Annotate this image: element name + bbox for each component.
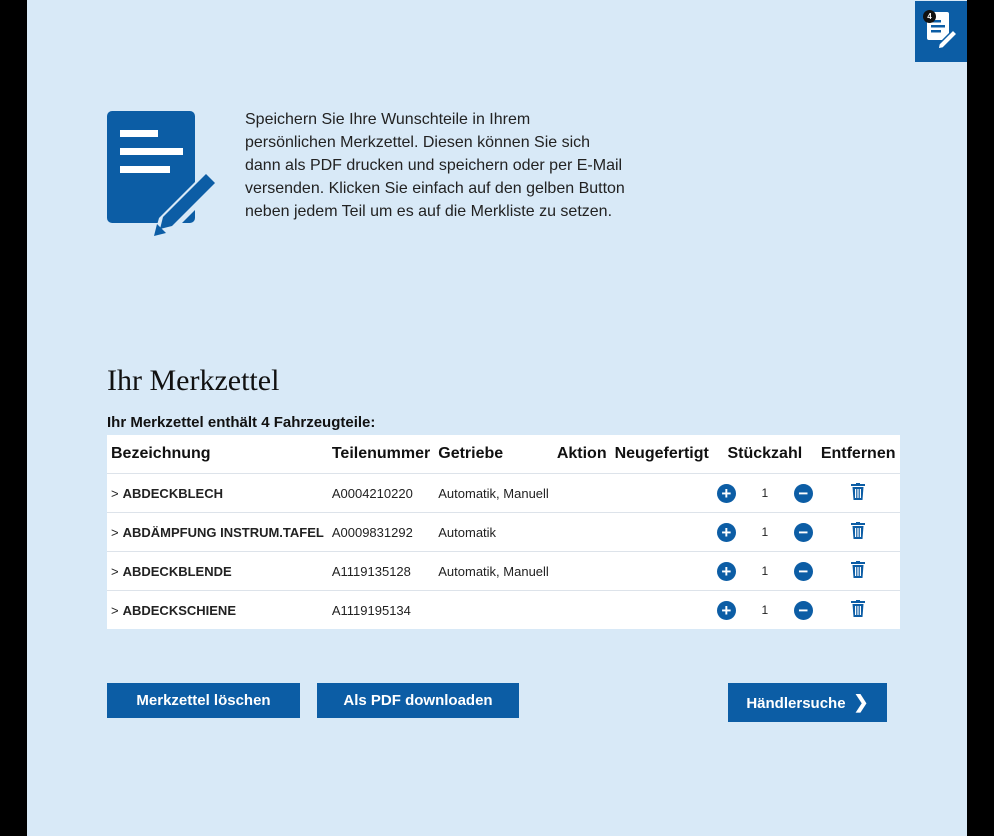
chevron-right-icon: > — [111, 563, 119, 579]
quantity-value: 1 — [761, 603, 769, 617]
remanufactured-cell — [611, 474, 713, 513]
action-cell — [553, 474, 611, 513]
table-row — [107, 591, 900, 630]
part-name: ABDÄMPFUNG INSTRUM.TAFEL — [122, 524, 324, 540]
item-count-text: Ihr Merkzettel enthält 4 Fahrzeugteile: — [107, 414, 376, 431]
increase-quantity-button[interactable]: + — [717, 523, 736, 542]
part-number: A0009831292 — [328, 513, 434, 552]
gearbox — [434, 591, 553, 630]
part-name-cell[interactable] — [107, 513, 328, 552]
memo-count-badge: 4 — [923, 10, 936, 23]
remove-item-button[interactable] — [851, 561, 865, 581]
dealer-search-label: Händlersuche — [746, 695, 846, 712]
window-edge — [967, 0, 994, 836]
chevron-right-icon: > — [111, 602, 119, 618]
remove-item-button[interactable] — [851, 600, 865, 620]
chevron-right-icon: > — [111, 485, 119, 501]
part-name: ABDECKBLENDE — [122, 563, 232, 579]
quantity-cell — [713, 474, 817, 513]
quantity-value: 1 — [761, 525, 769, 539]
quantity-cell — [713, 552, 817, 591]
remanufactured-cell — [611, 513, 713, 552]
remove-cell — [817, 513, 900, 552]
header-bezeichnung: Bezeichnung — [107, 435, 328, 474]
action-cell — [553, 513, 611, 552]
header-getriebe: Getriebe — [434, 435, 553, 474]
intro-text: Speichern Sie Ihre Wunschteile in Ihrem persönlichen Merkzettel. Diesen können Sie sich dann als PDF drucken und speichern oder per E-Mail versenden. Klicken Sie einfach auf den gelben Button neben jedem Teil um es auf die Merkliste zu setzen. — [245, 111, 625, 220]
remove-item-button[interactable] — [851, 522, 865, 542]
trash-icon — [851, 522, 865, 539]
trash-icon — [851, 561, 865, 578]
decrease-quantity-button[interactable]: − — [794, 523, 813, 542]
dealer-search-button[interactable] — [728, 683, 887, 722]
gearbox: Automatik, Manuell — [434, 474, 553, 513]
trash-icon — [851, 600, 865, 617]
part-number: A0004210220 — [328, 474, 434, 513]
memo-list-button[interactable] — [915, 1, 967, 62]
remove-cell — [817, 474, 900, 513]
table-row — [107, 552, 900, 591]
table-row — [107, 513, 900, 552]
clear-memo-button[interactable]: Merkzettel löschen — [107, 683, 300, 718]
remove-cell — [817, 552, 900, 591]
header-teilenummer: Teilenummer — [328, 435, 434, 474]
decrease-quantity-button[interactable]: − — [794, 601, 813, 620]
header-stueckzahl: Stückzahl — [713, 435, 817, 474]
part-name-cell[interactable] — [107, 474, 328, 513]
header-neugefertigt: Neugefertigt — [611, 435, 713, 474]
gearbox: Automatik, Manuell — [434, 552, 553, 591]
chevron-right-icon: ❯ — [853, 692, 869, 712]
notepad-pencil-icon — [107, 111, 223, 237]
part-name-cell[interactable] — [107, 591, 328, 630]
remanufactured-cell — [611, 552, 713, 591]
quantity-cell — [713, 513, 817, 552]
part-number: A1119135128 — [328, 552, 434, 591]
remove-item-button[interactable] — [851, 483, 865, 503]
gearbox: Automatik — [434, 513, 553, 552]
decrease-quantity-button[interactable]: − — [794, 484, 813, 503]
action-cell — [553, 591, 611, 630]
page-title: Ihr Merkzettel — [107, 364, 280, 397]
memo-table — [107, 435, 900, 629]
quantity-value: 1 — [761, 486, 769, 500]
increase-quantity-button[interactable]: + — [717, 484, 736, 503]
part-number: A1119195134 — [331, 602, 411, 618]
remanufactured-cell — [611, 591, 713, 630]
table-row — [107, 474, 900, 513]
remove-cell — [817, 591, 900, 630]
trash-icon — [851, 483, 865, 500]
header-entfernen: Entfernen — [817, 435, 900, 474]
quantity-cell — [713, 591, 817, 630]
part-name-cell[interactable] — [107, 552, 328, 591]
increase-quantity-button[interactable]: + — [717, 562, 736, 581]
table-header-row — [107, 435, 900, 474]
quantity-value: 1 — [761, 564, 769, 578]
download-pdf-button[interactable]: Als PDF downloaden — [317, 683, 519, 718]
chevron-right-icon: > — [111, 524, 119, 540]
action-cell — [553, 552, 611, 591]
increase-quantity-button[interactable]: + — [717, 601, 736, 620]
header-aktion: Aktion — [553, 435, 611, 474]
decrease-quantity-button[interactable]: − — [794, 562, 813, 581]
part-name: ABDECKBLECH — [122, 485, 223, 501]
part-name: ABDECKSCHIENE — [122, 602, 236, 618]
